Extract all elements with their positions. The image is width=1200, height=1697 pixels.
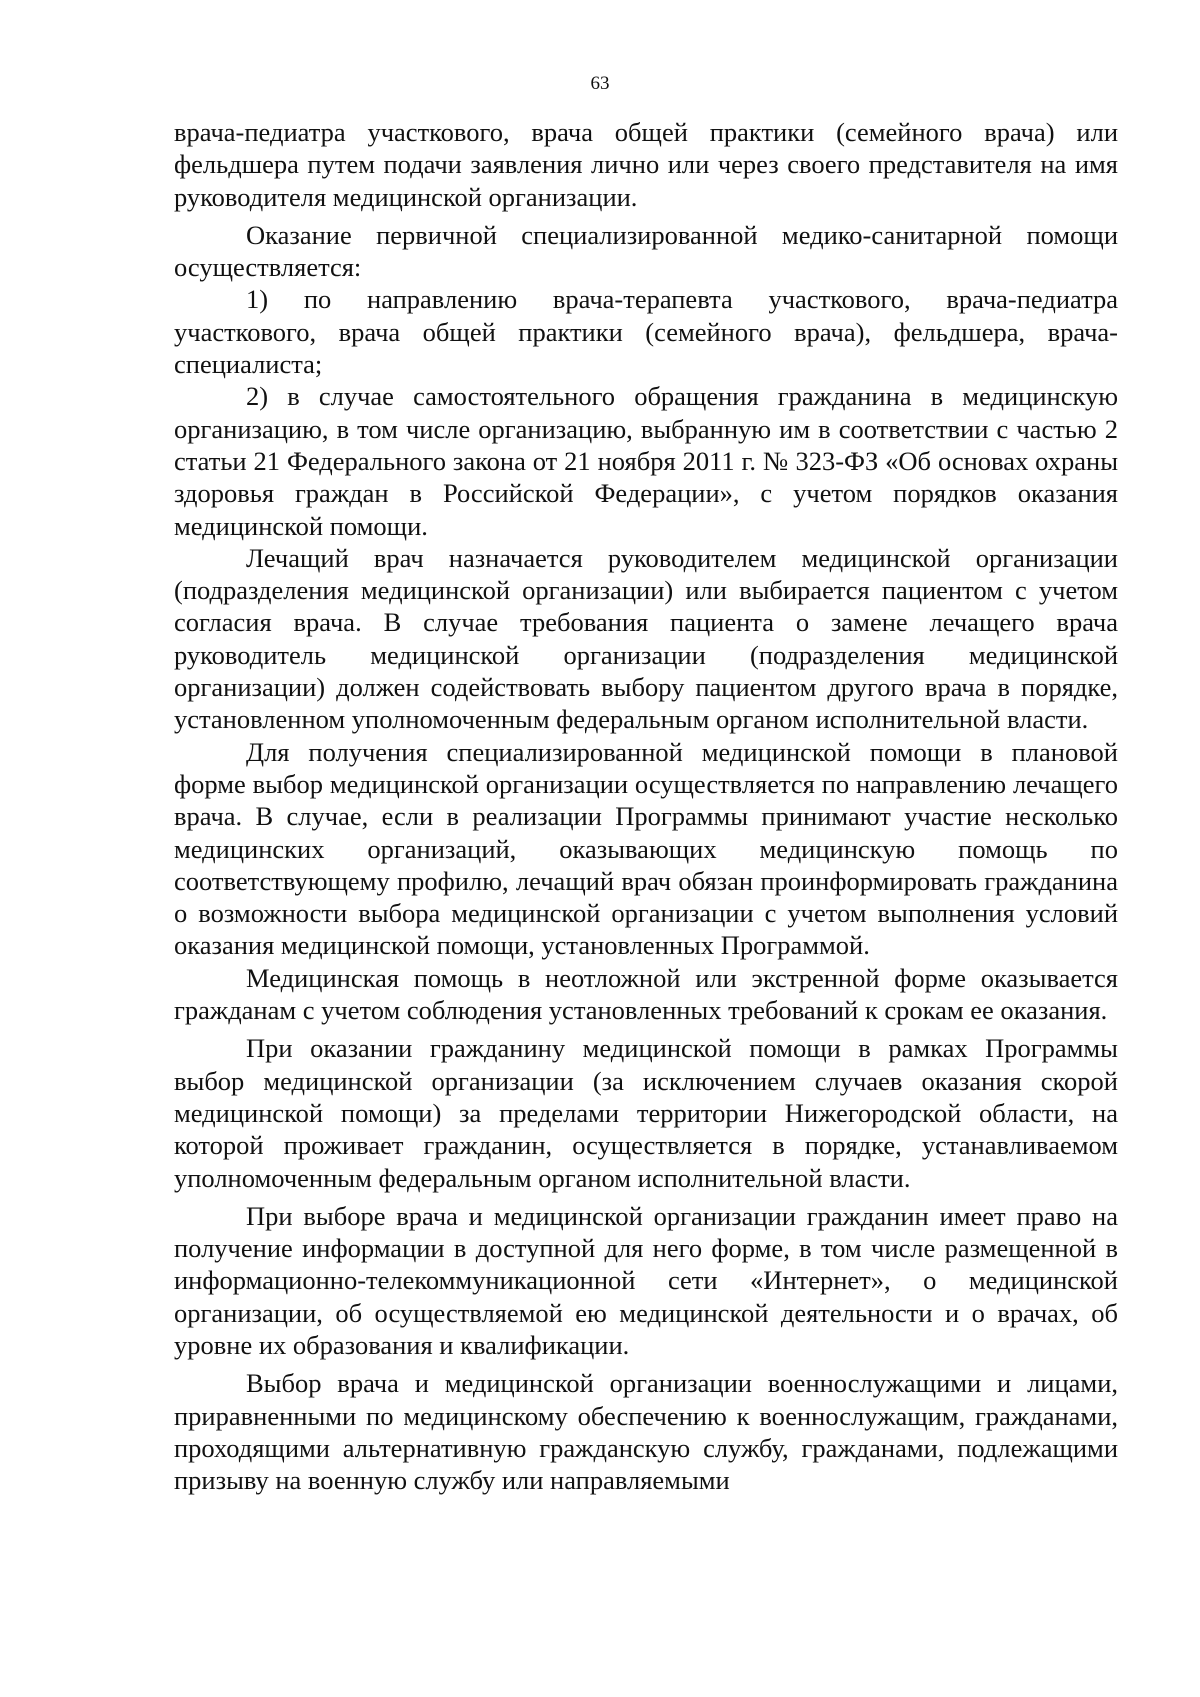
paragraph: При оказании гражданину медицинской помощи в рамках Программы выбор медицинской организации (за исключением случаев оказания скорой медицинской помощи) за пределами территории Нижегородской области, на которой проживает гражданин, осуществляется в порядке, устанавливаемом уполномоченным федеральным органом исполнительной власти.: [174, 1033, 1118, 1193]
page-number: 63: [590, 73, 610, 94]
list-item: 2) в случае самостоятельного обращения гражданина в медицинскую организацию, в том числе организацию, выбранную им в соответствии с частью 2 статьи 21 Федерального закона от 21 ноября 2011 г. № 323-ФЗ «Об основах охраны здоровья граждан в Российской Федерации», с учетом порядков оказания медицинской помощи.: [174, 381, 1118, 541]
paragraph-continuation: врача-педиатра участкового, врача общей практики (семейного врача) или фельдшера путем подачи заявления лично или через своего представителя на имя руководителя медицинской организации.: [174, 117, 1118, 212]
paragraph: Для получения специализированной медицинской помощи в плановой форме выбор медицинской организации осуществляется по направлению лечащего врача. В случае, если в реализации Программы принимают участие несколько медицинских организаций, оказывающих медицинскую помощь по соответствующему профилю, лечащий врач обязан проинформировать гражданина о возможности выбора медицинской организации с учетом выполнения условий оказания медицинской помощи, установленных Программой.: [174, 736, 1118, 961]
paragraph: Медицинская помощь в неотложной или экстренной форме оказывается гражданам с учетом соблюдения установленных требований к срокам ее оказания.: [174, 962, 1118, 1026]
paragraph: При выборе врача и медицинской организации гражданин имеет право на получение информации в доступной для него форме, в том числе размещенной в информационно-телекоммуникационной сети «Интернет», о медицинской организации, об осуществляемой ею медицинской деятельности и о врачах, об уровне их образования и квалификации.: [174, 1200, 1118, 1360]
document-body: [174, 116, 1118, 1496]
paragraph: Лечащий врач назначается руководителем медицинской организации (подразделения медицинской организации) или выбирается пациентом с учетом согласия врача. В случае требования пациента о замене лечащего врача руководитель медицинской организации (подразделения медицинской организации) должен содействовать выбору пациентом другого врача в порядке, установленном уполномоченным федеральным органом исполнительной власти.: [174, 542, 1118, 735]
paragraph: Оказание первичной специализированной медико-санитарной помощи осуществляется:: [174, 219, 1118, 283]
list-item: 1) по направлению врача-терапевта участкового, врача-педиатра участкового, врача общей практики (семейного врача), фельдшера, врача-специалиста;: [174, 284, 1118, 380]
paragraph: Выбор врача и медицинской организации военнослужащими и лицами, приравненными по медицинскому обеспечению к военнослужащим, гражданами, проходящими альтернативную гражданскую службу, гражданами, подлежащими призыву на военную службу или направляемыми: [174, 1368, 1118, 1496]
